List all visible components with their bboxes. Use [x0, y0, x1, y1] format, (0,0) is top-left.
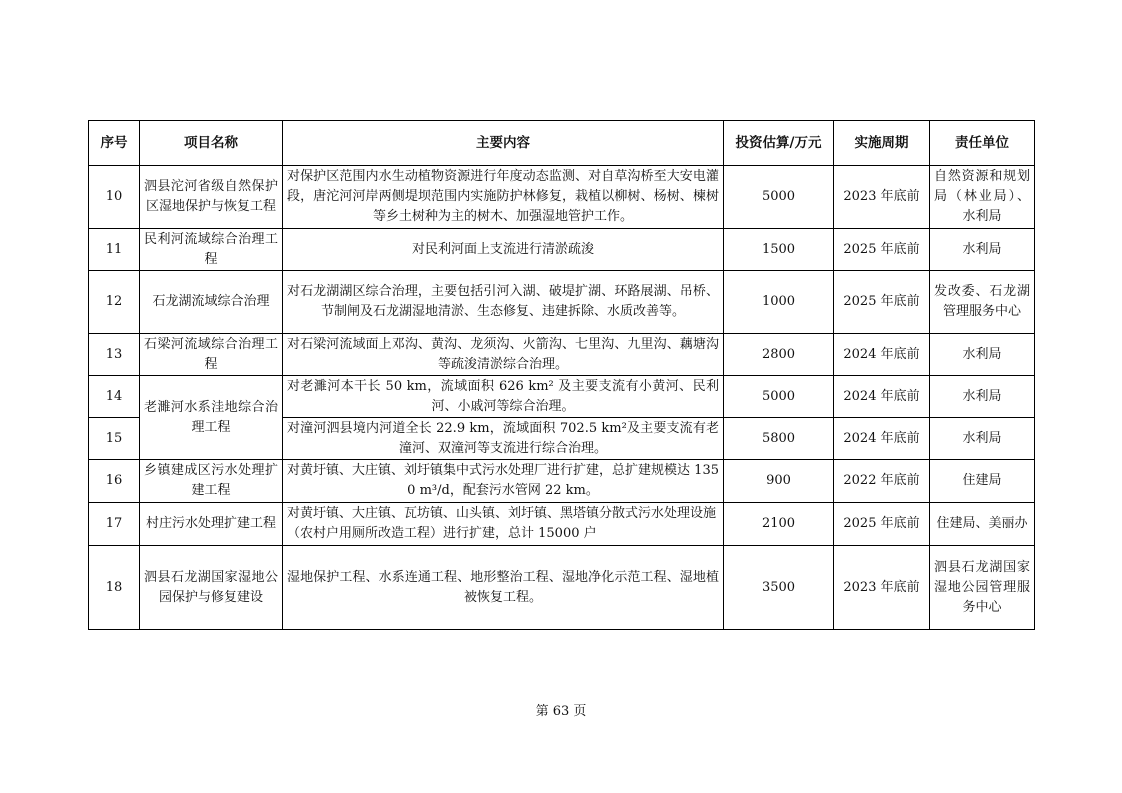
cell-project-name: 石龙湖流域综合治理 — [140, 271, 283, 334]
cell-no: 12 — [89, 271, 140, 334]
cell-responsible-unit: 自然资源和规划局（林业局）、水利局 — [930, 166, 1035, 229]
page-number: 第 63 页 — [535, 704, 587, 719]
cell-main-content: 对石梁河流域面上邓沟、黄沟、龙须沟、火箭沟、七里沟、九里沟、藕塘沟等疏浚清淤综合治理。 — [283, 334, 724, 376]
table-row — [89, 271, 1035, 334]
cell-no: 15 — [89, 418, 140, 460]
cell-responsible-unit: 泗县石龙湖国家湿地公园管理服务中心 — [930, 546, 1035, 630]
table-header-row — [89, 121, 1035, 166]
cell-main-content: 对民利河面上支流进行清淤疏浚 — [283, 229, 724, 271]
cell-responsible-unit: 水利局 — [930, 418, 1035, 460]
cell-main-content: 对保护区范围内水生动植物资源进行年度动态监测、对自草沟桥至大安电灌段，唐沱河河岸两侧堤坝范围内实施防护林修复，栽植以柳树、杨树、楝树等乡土树种为主的树木、加强湿地管护工作。 — [283, 166, 724, 229]
cell-period: 2022 年底前 — [834, 460, 930, 503]
cell-main-content: 对黄圩镇、大庄镇、瓦坊镇、山头镇、刘圩镇、黑塔镇分散式污水处理设施（农村户用厕所改造工程）进行扩建，总计 15000 户 — [283, 503, 724, 546]
cell-investment: 1000 — [724, 271, 834, 334]
header-project-name: 项目名称 — [140, 121, 283, 166]
cell-responsible-unit: 水利局 — [930, 334, 1035, 376]
table-row — [89, 460, 1035, 503]
table-row — [89, 166, 1035, 229]
project-table — [88, 120, 1035, 630]
cell-project-name: 泗县沱河省级自然保护区湿地保护与恢复工程 — [140, 166, 283, 229]
cell-project-name: 乡镇建成区污水处理扩建工程 — [140, 460, 283, 503]
cell-main-content: 对石龙湖湖区综合治理，主要包括引河入湖、破堤扩湖、环路展湖、吊桥、节制闸及石龙湖湿地清淤、生态修复、违建拆除、水质改善等。 — [283, 271, 724, 334]
cell-period: 2024 年底前 — [834, 334, 930, 376]
table-row — [89, 546, 1035, 630]
cell-investment: 1500 — [724, 229, 834, 271]
cell-no: 11 — [89, 229, 140, 271]
header-main-content: 主要内容 — [283, 121, 724, 166]
cell-investment: 5000 — [724, 376, 834, 418]
cell-period: 2024 年底前 — [834, 418, 930, 460]
cell-responsible-unit: 发改委、石龙湖管理服务中心 — [930, 271, 1035, 334]
cell-no: 18 — [89, 546, 140, 630]
cell-responsible-unit: 水利局 — [930, 229, 1035, 271]
cell-main-content: 对老濉河本干长 50 km，流域面积 626 km² 及主要支流有小黄河、民利河、小戚河等综合治理。 — [283, 376, 724, 418]
cell-no: 16 — [89, 460, 140, 503]
cell-investment: 2100 — [724, 503, 834, 546]
table-row — [89, 503, 1035, 546]
cell-main-content: 对潼河泗县境内河道全长 22.9 km，流域面积 702.5 km²及主要支流有老潼河、双潼河等支流进行综合治理。 — [283, 418, 724, 460]
cell-investment: 900 — [724, 460, 834, 503]
header-no: 序号 — [89, 121, 140, 166]
cell-period: 2025 年底前 — [834, 271, 930, 334]
cell-no: 13 — [89, 334, 140, 376]
table-row — [89, 334, 1035, 376]
header-investment: 投资估算/万元 — [724, 121, 834, 166]
cell-no: 17 — [89, 503, 140, 546]
cell-project-name: 老濉河水系洼地综合治理工程 — [140, 376, 283, 460]
cell-project-name: 泗县石龙湖国家湿地公园保护与修复建设 — [140, 546, 283, 630]
cell-period: 2023 年底前 — [834, 546, 930, 630]
header-responsible-unit: 责任单位 — [930, 121, 1035, 166]
cell-responsible-unit: 住建局 — [930, 460, 1035, 503]
cell-responsible-unit: 住建局、美丽办 — [930, 503, 1035, 546]
cell-investment: 2800 — [724, 334, 834, 376]
cell-project-name: 村庄污水处理扩建工程 — [140, 503, 283, 546]
cell-main-content: 湿地保护工程、水系连通工程、地形整治工程、湿地净化示范工程、湿地植被恢复工程。 — [283, 546, 724, 630]
cell-responsible-unit: 水利局 — [930, 376, 1035, 418]
cell-investment: 5800 — [724, 418, 834, 460]
cell-investment: 5000 — [724, 166, 834, 229]
cell-project-name: 民利河流域综合治理工程 — [140, 229, 283, 271]
cell-period: 2023 年底前 — [834, 166, 930, 229]
cell-investment: 3500 — [724, 546, 834, 630]
cell-no: 14 — [89, 376, 140, 418]
cell-period: 2025 年底前 — [834, 229, 930, 271]
cell-project-name: 石梁河流域综合治理工程 — [140, 334, 283, 376]
table-row — [89, 376, 1035, 418]
cell-period: 2025 年底前 — [834, 503, 930, 546]
cell-period: 2024 年底前 — [834, 376, 930, 418]
cell-main-content: 对黄圩镇、大庄镇、刘圩镇集中式污水处理厂进行扩建，总扩建规模达 1350 m³/d，配套污水管网 22 km。 — [283, 460, 724, 503]
cell-no: 10 — [89, 166, 140, 229]
table-row — [89, 229, 1035, 271]
header-period: 实施周期 — [834, 121, 930, 166]
